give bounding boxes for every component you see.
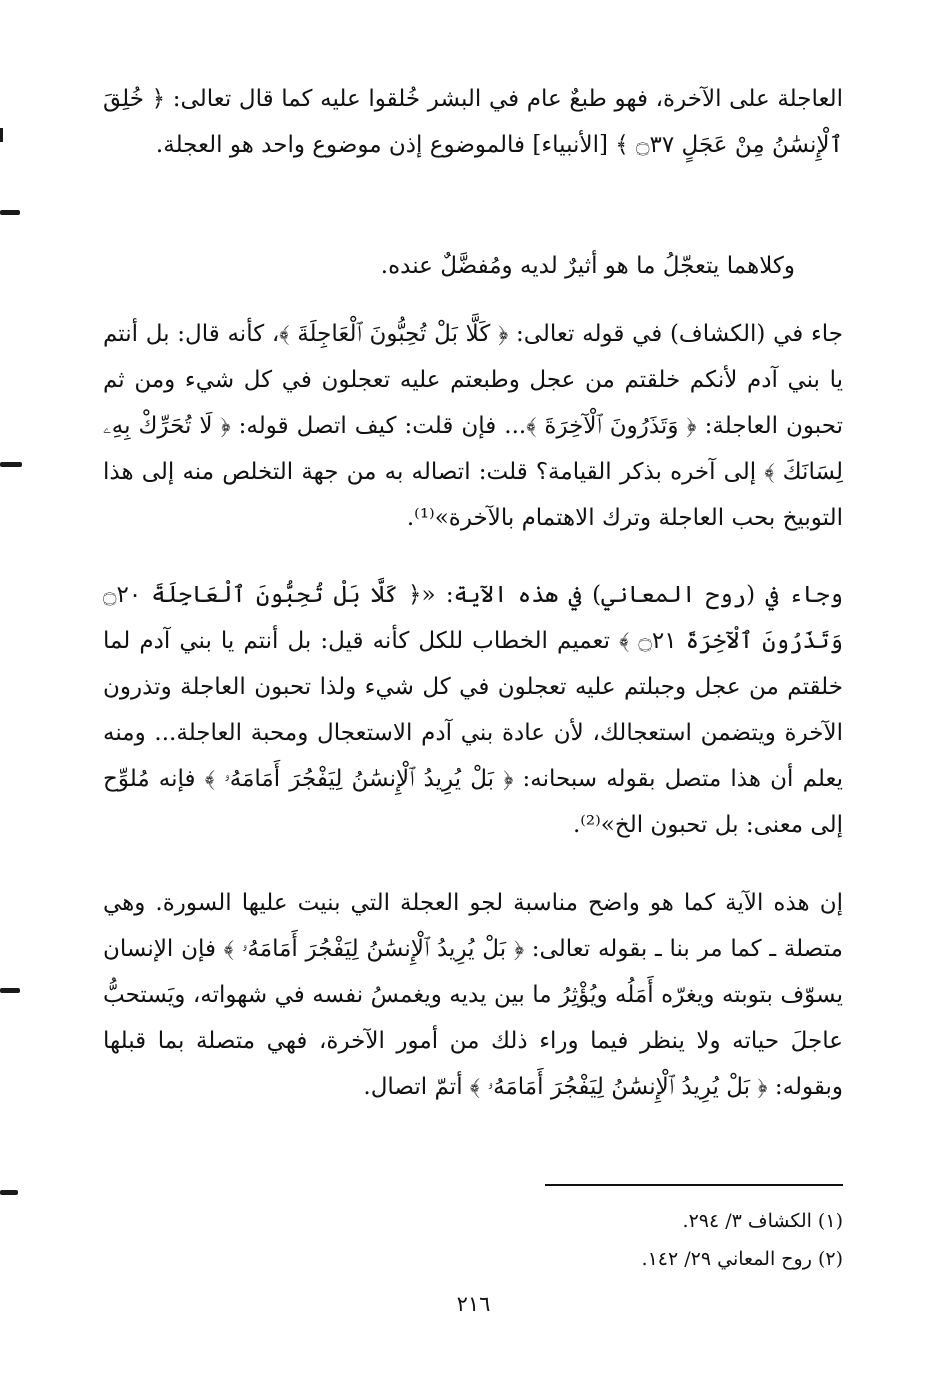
footnote-1: (١) الكشاف ٣/ ٢٩٤. <box>682 1210 843 1232</box>
paragraph-4 <box>103 572 843 848</box>
margin-mark <box>0 210 20 215</box>
paragraph-3 <box>103 311 843 541</box>
margin-mark <box>0 988 20 993</box>
footnotes <box>103 1202 843 1278</box>
paragraph-text: إن هذه الآية كما هو واضح مناسبة لجو العجلة التي بنيت عليها السورة. وهي متصلة ـ كما مر بنا ـ بقوله تعالى: ﴿ بَلْ يُرِيدُ ٱلْإِنسَٰنُ لِيَفْجُرَ أَمَامَهُۥ ﴾ فإن الإنسان يسوّف بتوبته ويغرّه أَمَلُه ويُؤْثِرُ ما بين يديه ويغمسُ نفسه في شهواته، ويَستحبُّ عاجلَ حياته ولا ينظر فيما وراء ذلك من أمور الآخرة، فهي متصلة بما قبلها وبقوله: ﴿ بَلْ يُرِيدُ ٱلْإِنسَٰنُ لِيَفْجُرَ أَمَامَهُۥ ﴾ أتمّ اتصال. <box>103 890 843 1100</box>
page-number: ٢١٦ <box>456 1292 491 1316</box>
footnote-divider <box>545 1184 843 1186</box>
paragraph-1 <box>103 76 843 168</box>
footnote-2: (٢) روح المعاني ٢٩/ ١٤٢. <box>641 1248 843 1270</box>
paragraph-text: العاجلة على الآخرة، فهو طبعٌ عام في البشر خُلقوا عليه كما قال تعالى: ﴿ خُلِقَ ٱلْإِنسَٰنُ مِنْ عَجَلٍ ۝٣٧ ﴾ [الأنبياء] فالموضوع إذن موضوع واحد هو العجلة. <box>103 86 843 158</box>
paragraph-2 <box>103 243 843 289</box>
margin-mark <box>0 1190 18 1195</box>
paragraph-5 <box>103 880 843 1110</box>
paragraph-text: وكلاهما يتعجّلُ ما هو أثيرٌ لديه ومُفضَّلٌ عنده. <box>380 253 795 279</box>
paragraph-text: جاء في (الكشاف) في قوله تعالى: ﴿ كَلَّا بَلْ تُحِبُّونَ ٱلْعَاجِلَةَ ﴾، كأنه قال: بل أنتم يا بني آدم لأنكم خلقتم من عجل وطبعتم عليه تعجلون في كل شيء ومن ثم تحبون العاجلة: ﴿ وَتَذَرُونَ ٱلْآخِرَةَ ﴾... فإن قلت: كيف اتصل قوله: ﴿ لَا تُحَرِّكْ بِهِۦ لِسَانَكَ ﴾ إلى آخره بذكر القيامة؟ قلت: اتصاله به من جهة التخلص منه إلى هذا التوبيخ بحب العاجلة وترك الاهتمام بالآخرة»⁽¹⁾. <box>103 321 843 531</box>
paragraph-text: وجاء في (روح المعاني) في هذه الآية: «﴿ كَلَّا بَلْ تُحِبُّونَ ٱلْعَاجِلَةَ ۝٢٠ وَتَذَرُونَ ٱلْآخِرَةَ ۝٢١ ﴾ تعميم الخطاب للكل كأنه قيل: بل أنتم يا بني آدم لما خلقتم من عجل وجبلتم عليه تعجلون في كل شيء ولذا تحبون العاجلة وتذرون الآخرة ويتضمن استعجالك، لأن عادة بني آدم الاستعجال ومحبة العاجلة... ومنه يعلم أن هذا متصل بقوله سبحانه: ﴿ بَلْ يُرِيدُ ٱلْإِنسَٰنُ لِيَفْجُرَ أَمَامَهُۥ ﴾ فإنه مُلوِّح إلى معنى: بل تحبون الخ»⁽²⁾. <box>103 582 843 838</box>
margin-tick <box>0 128 3 142</box>
margin-mark <box>0 462 22 467</box>
